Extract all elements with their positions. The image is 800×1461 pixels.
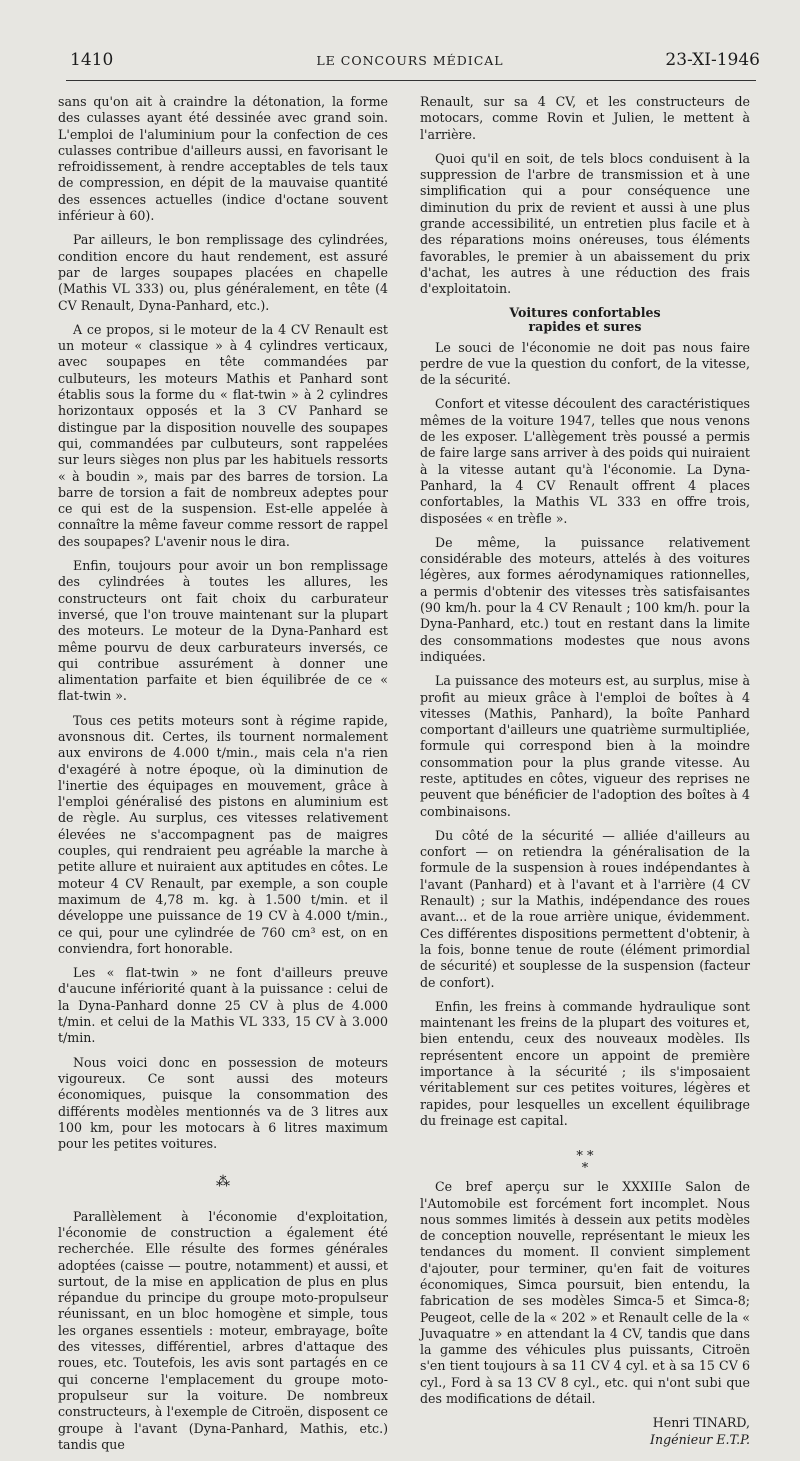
- right-column: [420, 94, 750, 1448]
- paragraph: La puissance des moteurs est, au surplus, mise à profit au mieux grâce à l'emploi de boîtes à 4 vitesses (Mathis, Panhard), la boîte Panhard comportant d'ailleurs une quatrième surmultipliée, formule qui correspond bien à la moindre consommation pour la plus grande vitesse. Au reste, aptitudes en côtes, vigueur des reprises ne peuvent que bénéficier de l'adoption des boîtes à 4 combinaisons.: [420, 673, 750, 819]
- paragraph: A ce propos, si le moteur de la 4 CV Renault est un moteur « classique » à 4 cylindres verticaux, avec soupapes en tête commandées par culbuteurs, les moteurs Mathis et Panhard sont établis sous la forme du « flat-twin » à 2 cylindres horizontaux opposés et la 3 CV Panhard se distingue par la disposition nouvelle des soupapes qui, commandées par culbuteurs, sont rappelées sur leurs sièges non plus par les habituels ressorts « à boudin », mais par des barres de torsion. La barre de torsion a fait de nombreux adeptes pour ce qui est de la suspension. Est-elle appelée à connaître la même faveur comme ressort de rappel des soupapes? L'avenir nous le dira.: [58, 321, 388, 549]
- paragraph: Le souci de l'économie ne doit pas nous faire perdre de vue la question du confort, de la vitesse, de la sécurité.: [420, 339, 750, 388]
- paragraph: Tous ces petits moteurs sont à régime rapide, avonsnous dit. Certes, ils tournent normalement aux environs de 4.000 t/min., mais cela n'a rien d'exagéré à notre époque, où la diminution de l'inertie des équipages en mouvement, grâce à l'emploi généralisé des pistons en aluminium est de règle. Au surplus, ces vitesses relativement élevées ne s'accompagnent pas de maigres couples, qui rendraient peu agréable la marche à petite allure et nuiraient aux aptitudes en côtes. Le moteur 4 CV Renault, par exemple, a son couple maximum de 4,78 m. kg. à 1.500 t/min. et il développe une puissance de 19 CV à 4.000 t/min., ce qui, pour une cylindrée de 760 cm³ est, on en conviendra, fort honorable.: [58, 712, 388, 956]
- paragraph: Confort et vitesse découlent des caractéristiques mêmes de la voiture 1947, telles que nous venons de les exposer. L'allègement très poussé a permis de faire large sans arriver à des poids qui nuiraient à la vitesse autant qu'à l'économie. La Dyna-Panhard, la 4 CV Renault offrent 4 places confortables, la Mathis VL 333 en offre trois, disposées « en trèfle ».: [420, 396, 750, 526]
- journal-title: LE CONCOURS MÉDICAL: [316, 53, 504, 68]
- paragraph: Les « flat-twin » ne font d'ailleurs preuve d'aucune infériorité quant à la puissance : celui de la Dyna-Panhard donne 25 CV à plus de 4.000 t/min. et celui de la Mathis VL 333, 15 CV à 3.000 t/min.: [58, 965, 388, 1046]
- page-number: 1410: [70, 50, 114, 70]
- paragraph: Du côté de la sécurité — alliée d'ailleurs au confort — on retiendra la généralisation de la formule de la suspension à roues indépendantes à l'avant (Panhard) et à l'avant et à l'arrière (4 CV Renault) ; sur la Mathis, indépendance des roues avant... et de la roue arrière unique, évidemment. Ces différentes dispositions permettent d'obtenir, à la fois, bonne tenue de route (élément primordial de sécurité) et souplesse de la suspension (facteur de confort).: [420, 827, 750, 990]
- author-name: Henri TINARD,: [652, 1415, 750, 1431]
- paragraph: Nous voici donc en possession de moteurs vigoureux. Ce sont aussi des moteurs économiques, puisque la consommation des différents modèles mentionnés va de 3 litres aux 100 km, pour les motocars à 6 litres maximum pour les petites voitures.: [58, 1054, 388, 1152]
- paragraph: Quoi qu'il en soit, de tels blocs conduisent à la suppression de l'arbre de transmission et à une simplification qui a pour conséquence une diminution du prix de revient et aussi à une plus grande accessibilité, un entretien plus facile et à des réparations moins onéreuses, tous éléments favorables, le premier à un abaissement du prix d'achat, les autres à une réduction des frais d'exploitatoin.: [420, 150, 750, 297]
- author-title: Ingénieur E.T.P.: [650, 1431, 750, 1447]
- issue-date: 23-XI-1946: [665, 50, 760, 70]
- header-rule: [66, 80, 756, 81]
- page-header: [60, 50, 760, 72]
- left-column: [58, 94, 388, 1461]
- paragraph: Parallèlement à l'économie d'exploitation, l'économie de construction a également été recherchée. Elle résulte des formes générales adoptées (caisse — poutre, notamment) et aussi, et surtout, de la mise en application de plus en plus répandue du principe du groupe moto-propulseur réunissant, en un bloc homogène et simple, tous les organes essentiels : moteur, embrayage, boîte des vitesses, différentiel, arbres d'attaque des roues, etc. Toutefois, les avis sont partagés en ce qui concerne l'emplacement du groupe moto-propulseur sur la voiture. De nombreux constructeurs, à l'exemple de Citroën, disposent ce groupe à l'avant (Dyna-Panhard, Mathis, etc.) tandis que: [58, 1208, 388, 1452]
- section-heading-line: Voitures confortables: [509, 304, 661, 320]
- paragraph: De même, la puissance relativement considérable des moteurs, attelés à des voitures légères, aux formes aérodynamiques rationnelles, a permis d'obtenir des vitesses très satisfaisantes (90 km/h. pour la 4 CV Renault ; 100 km/h. pour la Dyna-Panhard, etc.) tout en restant dans la limite des consommations modestes que nous avons indiquées.: [420, 534, 750, 664]
- paragraph: Par ailleurs, le bon remplissage des cylindrées, condition encore du haut rendement, est assuré par de larges soupapes placées en chapelle (Mathis VL 333) ou, plus généralement, en tête (4 CV Renault, Dyna-Panhard, etc.).: [58, 232, 388, 313]
- section-heading-line: rapides et sures: [528, 318, 642, 334]
- section-heading: [420, 306, 750, 334]
- section-ornament: ⁂: [216, 1174, 230, 1191]
- signature: [420, 1415, 750, 1448]
- section-stars: * * *: [576, 1149, 594, 1177]
- paragraph: Enfin, les freins à commande hydraulique sont maintenant les freins de la plupart des voitures et, bien entendu, ceux des nouveaux modèles. Ils représentent encore un appoint de première importance à la sécurité ; ils s'imposaient véritablement sur ces petites voitures, légères et rapides, pour lesquelles un excellent équilibrage du freinage est capital.: [420, 998, 750, 1128]
- paragraph: sans qu'on ait à craindre la détonation, la forme des culasses ayant été dessinée avec grand soin. L'emploi de l'aluminium pour la confection de ces culasses contribue d'ailleurs aussi, en favorisant le refroidissement, à rendre acceptables de tels taux de compression, en dépit de la mauvaise quantité des essences actuelles (indice d'octane souvent inférieur à 60).: [58, 94, 388, 224]
- paragraph: Renault, sur sa 4 CV, et les constructeurs de motocars, comme Rovin et Julien, le mettent à l'arrière.: [420, 94, 750, 142]
- paragraph: Enfin, toujours pour avoir un bon remplissage des cylindrées à toutes les allures, les constructeurs ont fait choix du carburateur inversé, que l'on trouve maintenant sur la plupart des moteurs. Le moteur de la Dyna-Panhard est même pourvu de deux carburateurs inversés, ce qui contribue assurément à donner une alimentation parfaite et bien équilibrée de ce « flat-twin ».: [58, 558, 388, 704]
- conclusion-paragraph: Ce bref aperçu sur le XXXIIIe Salon de l'Automobile est forcément fort incomplet. Nous nous sommes limités à dessein aux petits modèles de conception nouvelle, représentant le mieux les tendances du moment. Il convient simplement d'ajouter, pour terminer, qu'en fait de voitures économiques, Simca poursuit, bien entendu, la fabrication de ses modèles Simca-5 et Simca-8; Peugeot, celle de la « 202 » et Renault celle de la « Juvaquatre » en attendant la 4 CV, tandis que dans la gamme des véhicules plus puissants, Citroën s'en tient toujours à sa 11 CV 4 cyl. et à sa 15 CV 6 cyl., Ford à sa 13 CV 8 cyl., etc. qui n'ont subi que des modifications de détail.: [420, 1179, 750, 1407]
